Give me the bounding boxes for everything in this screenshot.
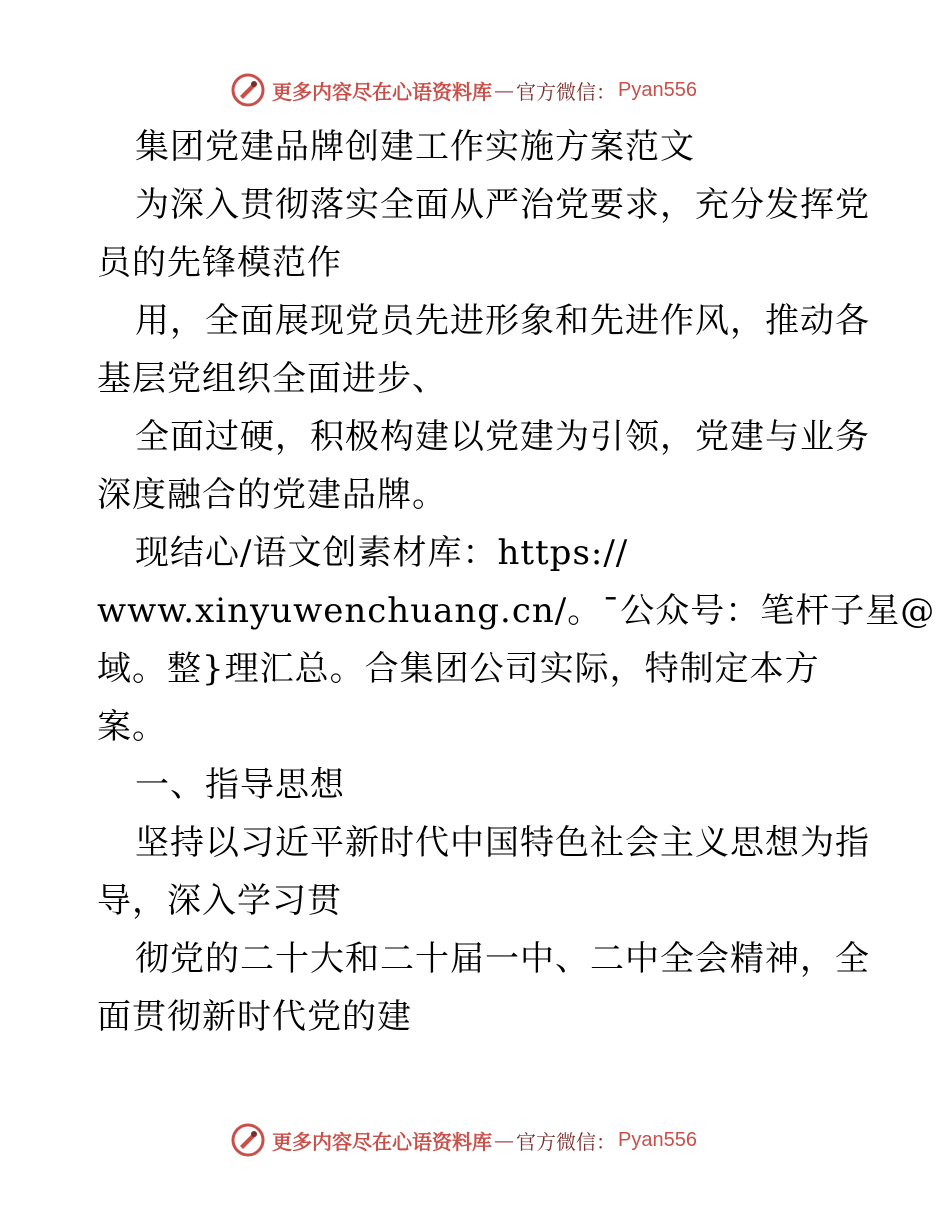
paragraph-line: 彻党的二十大和二十届一中、二中全会精神，全: [135, 939, 870, 979]
paragraph-line: 用，全面展现党员先进形象和先进作风，推动各: [135, 301, 870, 341]
paragraph-line: 为深入贯彻落实全面从严治党要求，充分发挥党: [135, 185, 870, 225]
watermark-separator: —: [494, 78, 514, 102]
paragraph-line: 坚持以习近平新时代中国特色社会主义思想为指: [135, 823, 870, 863]
header-watermark: [230, 70, 697, 110]
paragraph-line-url: www.xinyuwenchuang.cn/。¯公众号：笔杆子星@: [97, 591, 936, 631]
paragraph-line: 案。: [97, 707, 167, 747]
paragraph-line: 现结心/语文创素材库：https://: [135, 533, 629, 573]
paragraph-line: 全面过硬，积极构建以党建为引领，党建与业务: [135, 417, 870, 457]
watermark-label: 官方微信：: [516, 79, 616, 104]
paragraph-line: 导，深入学习贯: [97, 881, 342, 921]
footer-watermark: [230, 1120, 697, 1160]
paragraph-line: 基层党组织全面进步、: [97, 359, 447, 399]
section-heading: 一、指导思想: [135, 765, 345, 805]
document-body: [97, 118, 936, 1046]
watermark-separator: —: [494, 1128, 514, 1152]
paragraph-line: 员的先锋模范作: [97, 243, 342, 283]
quill-logo-icon: [230, 72, 266, 108]
paragraph-line: 面贯彻新时代党的建: [97, 997, 412, 1037]
quill-logo-icon: [230, 1122, 266, 1158]
paragraph-line: 域。整}理汇总。合集团公司实际，特制定本方: [97, 649, 820, 689]
watermark-label: 官方微信：: [516, 1129, 616, 1154]
watermark-wechat: Pyan556: [618, 1128, 697, 1151]
watermark-title: 更多内容尽在心语资料库: [272, 79, 492, 104]
paragraph-line: 深度融合的党建品牌。: [97, 475, 447, 515]
watermark-title: 更多内容尽在心语资料库: [272, 1129, 492, 1154]
watermark-wechat: Pyan556: [618, 78, 697, 101]
doc-title: 集团党建品牌创建工作实施方案范文: [135, 127, 695, 167]
